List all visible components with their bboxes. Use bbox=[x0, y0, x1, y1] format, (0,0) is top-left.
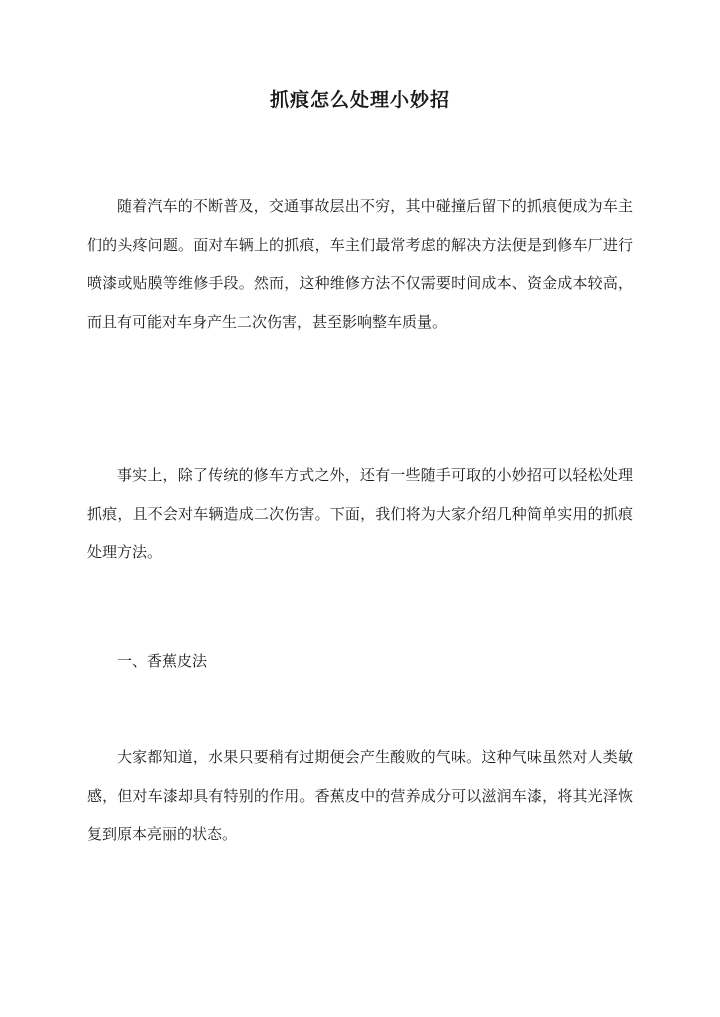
section-heading-banana-peel: 一、香蕉皮法 bbox=[117, 652, 208, 670]
document-title: 抓痕怎么处理小妙招 bbox=[269, 89, 450, 111]
paragraph-intro: 随着汽车的不断普及，交通事故层出不穷，其中碰撞后留下的抓痕便成为车主们的头疼问题。面对车辆上的抓痕，车主们最常考虑的解决方法便是到修车厂进行喷漆或贴膜等维修手段。然而，这种维修方法不仅需要时间成本、资金成本较高，而且有可能对车身产生二次伤害，甚至影响整车质量。 bbox=[87, 197, 633, 331]
paragraph-banana-peel: 大家都知道，水果只要稍有过期便会产生酸败的气味。这种气味虽然对人类敏感，但对车漆却具有特别的作用。香蕉皮中的营养成分可以滋润车漆，将其光泽恢复到原本亮丽的状态。 bbox=[87, 748, 633, 843]
paragraph-methods-intro: 事实上，除了传统的修车方式之外，还有一些随手可取的小妙招可以轻松处理抓痕，且不会对车辆造成二次伤害。下面，我们将为大家介绍几种简单实用的抓痕处理方法。 bbox=[87, 466, 633, 561]
